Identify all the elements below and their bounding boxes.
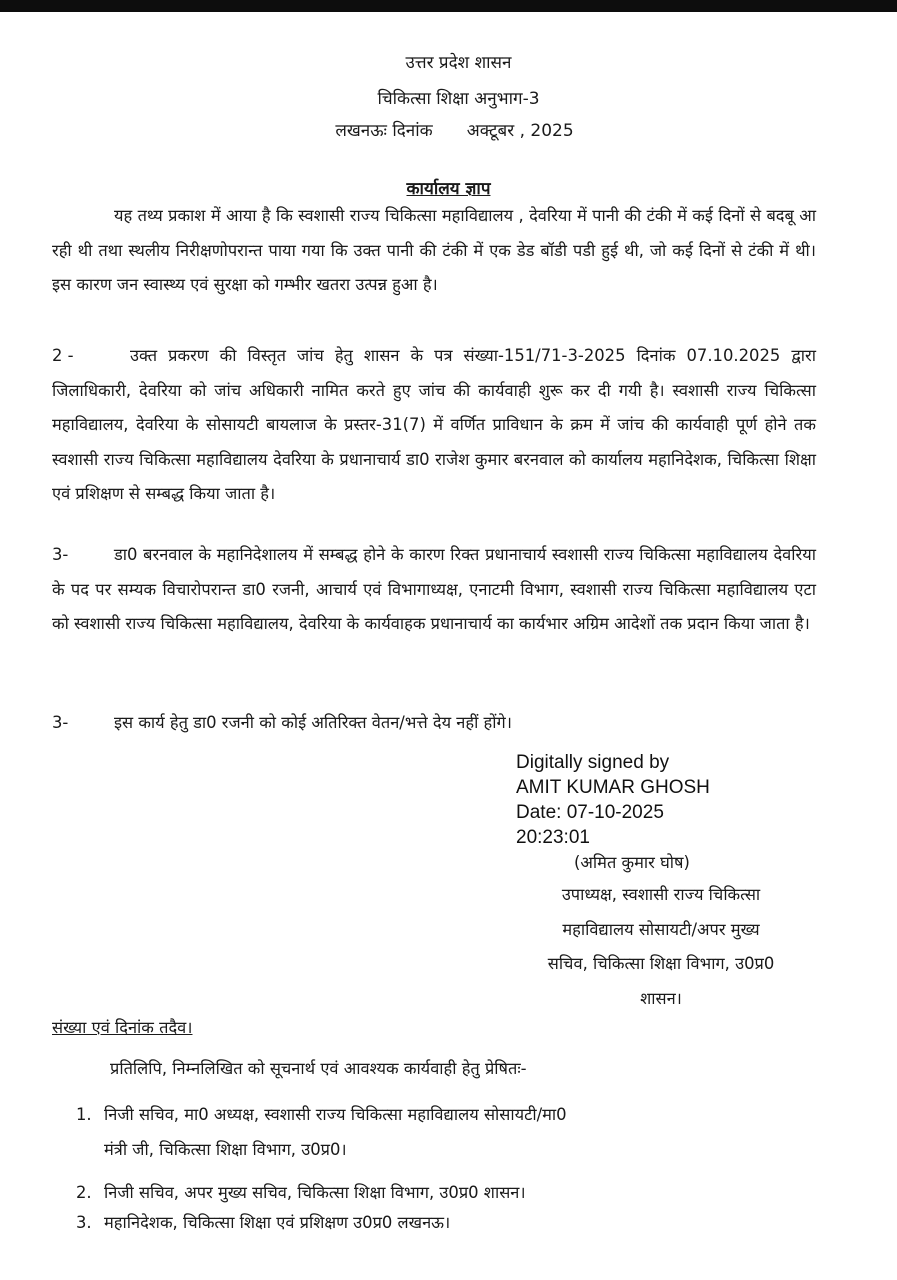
copy-list-item-1: [76, 1098, 816, 1167]
paragraph-1: यह तथ्य प्रकाश में आया है कि स्वशासी राज्य चिकित्सा महाविद्यालय , देवरिया में पानी की टंकी में कई दिनों से बदबू आ रही थी तथा स्थलीय निरीक्षणोपरान्त पाया गया कि उक्त पानी की टंकी में एक डेड बॉडी पडी हुई थी, जो कई दिनों से टंकी में थी। इस कारण जन स्वास्थ्य एवं सुरक्षा को गम्भीर खतरा उत्पन्न हुआ है।: [52, 206, 816, 294]
header-place: लखनऊः दिनांक: [335, 121, 433, 141]
paragraph-2: [52, 339, 816, 512]
list-text: निजी सचिव, अपर मुख्य सचिव, चिकित्सा शिक्षा विभाग, उ0प्र0 शासन।: [104, 1183, 526, 1202]
reference-line: संख्या एवं दिनांक तदैव।: [52, 1018, 193, 1037]
list-item-continuation: मंत्री जी, चिकित्सा शिक्षा विभाग, उ0प्र0।: [104, 1139, 347, 1159]
paragraph-2-number: 2 -: [52, 346, 74, 365]
header-date: अक्टूबर , 2025: [466, 121, 574, 141]
paragraph-3-number: 3-: [52, 545, 69, 564]
list-number: 1.: [76, 1105, 92, 1124]
paragraph-4-text: इस कार्य हेतु डा0 रजनी को कोई अतिरिक्त वेतन/भत्ते देय नहीं होंगे।: [114, 713, 512, 732]
header-place-date: [6, 118, 897, 141]
digital-signature-date: Date: 07-10-2025: [516, 802, 664, 823]
list-number: 3.: [76, 1213, 92, 1232]
designation-line-1: उपाध्यक्ष, स्वशासी राज्य चिकित्सा: [561, 885, 761, 904]
designation-line-2: महाविद्यालय सोसायटी/अपर मुख्य: [562, 919, 760, 939]
designation-line-3: सचिव, चिकित्सा शिक्षा विभाग, उ0प्र0: [547, 954, 775, 973]
paragraph-4-number: 3-: [52, 713, 69, 732]
document-title: कार्यालय ज्ञाप: [406, 179, 491, 199]
header-section: चिकित्सा शिक्षा अनुभाग-3: [377, 89, 540, 109]
list-text: महानिदेशक, चिकित्सा शिक्षा एवं प्रशिक्षण उ0प्र0 लखनऊ।: [104, 1213, 451, 1232]
paragraph-4: [52, 706, 816, 741]
digital-signature-line-1: Digitally signed by: [516, 752, 670, 773]
header-government: उत्तर प्रदेश शासन: [405, 53, 512, 73]
paragraph-3: [52, 538, 816, 642]
list-item: [76, 1098, 816, 1133]
signatory-name: (अमित कुमार घोष): [574, 853, 690, 872]
list-item: [76, 1206, 816, 1241]
designation-line-4: शासन।: [640, 988, 682, 1008]
top-dark-band: [0, 0, 897, 12]
digital-signature-time: 20:23:01: [516, 827, 590, 848]
signatory-designation: [496, 878, 826, 1016]
paragraph-2-text: उक्त प्रकरण की विस्तृत जांच हेतु शासन के पत्र संख्या-151/71-3-2025 दिनांक 07.10.2025 द्वारा जिलाधिकारी, देवरिया को जांच अधिकारी नामित करते हुए जांच की कार्यवाही शुरू कर दी गयी है। स्वशासी राज्य चिकित्सा महाविद्यालय, देवरिया के सोसायटी बायलाज के प्रस्तर-31(7) में वर्णित प्राविधान के क्रम में जांच की कार्यवाही पूर्ण होने तक स्वशासी राज्य चिकित्सा महाविद्यालय देवरिया के प्रधानाचार्य डा0 राजेश कुमार बरनवाल को कार्यालय महानिदेशक, चिकित्सा शिक्षा एवं प्रशिक्षण से सम्बद्ध किया जाता है।: [52, 346, 816, 503]
copy-intro: प्रतिलिपि, निम्नलिखित को सूचनार्थ एवं आवश्यक कार्यवाही हेतु प्रेषितः-: [110, 1059, 527, 1078]
digital-signature: [516, 750, 710, 850]
copy-list-item-3: [76, 1206, 816, 1241]
list-number: 2.: [76, 1183, 92, 1202]
digital-signature-name: AMIT KUMAR GHOSH: [516, 777, 710, 798]
list-text: निजी सचिव, मा0 अध्यक्ष, स्वशासी राज्य चिकित्सा महाविद्यालय सोसायटी/मा0: [104, 1105, 567, 1124]
paragraph-3-text: डा0 बरनवाल के महानिदेशालय में सम्बद्ध होने के कारण रिक्त प्रधानाचार्य स्वशासी राज्य चिकित्सा महाविद्यालय देवरिया के पद पर सम्यक विचारोपरान्त डा0 रजनी, आचार्य एवं विभागाध्यक्ष, एनाटमी विभाग, स्वशासी राज्य चिकित्सा महाविद्यालय एटा को स्वशासी राज्य चिकित्सा महाविद्यालय, देवरिया के कार्यवाहक प्रधानाचार्य का कार्यभार अग्रिम आदेशों तक प्रदान किया जाता है।: [52, 545, 816, 633]
